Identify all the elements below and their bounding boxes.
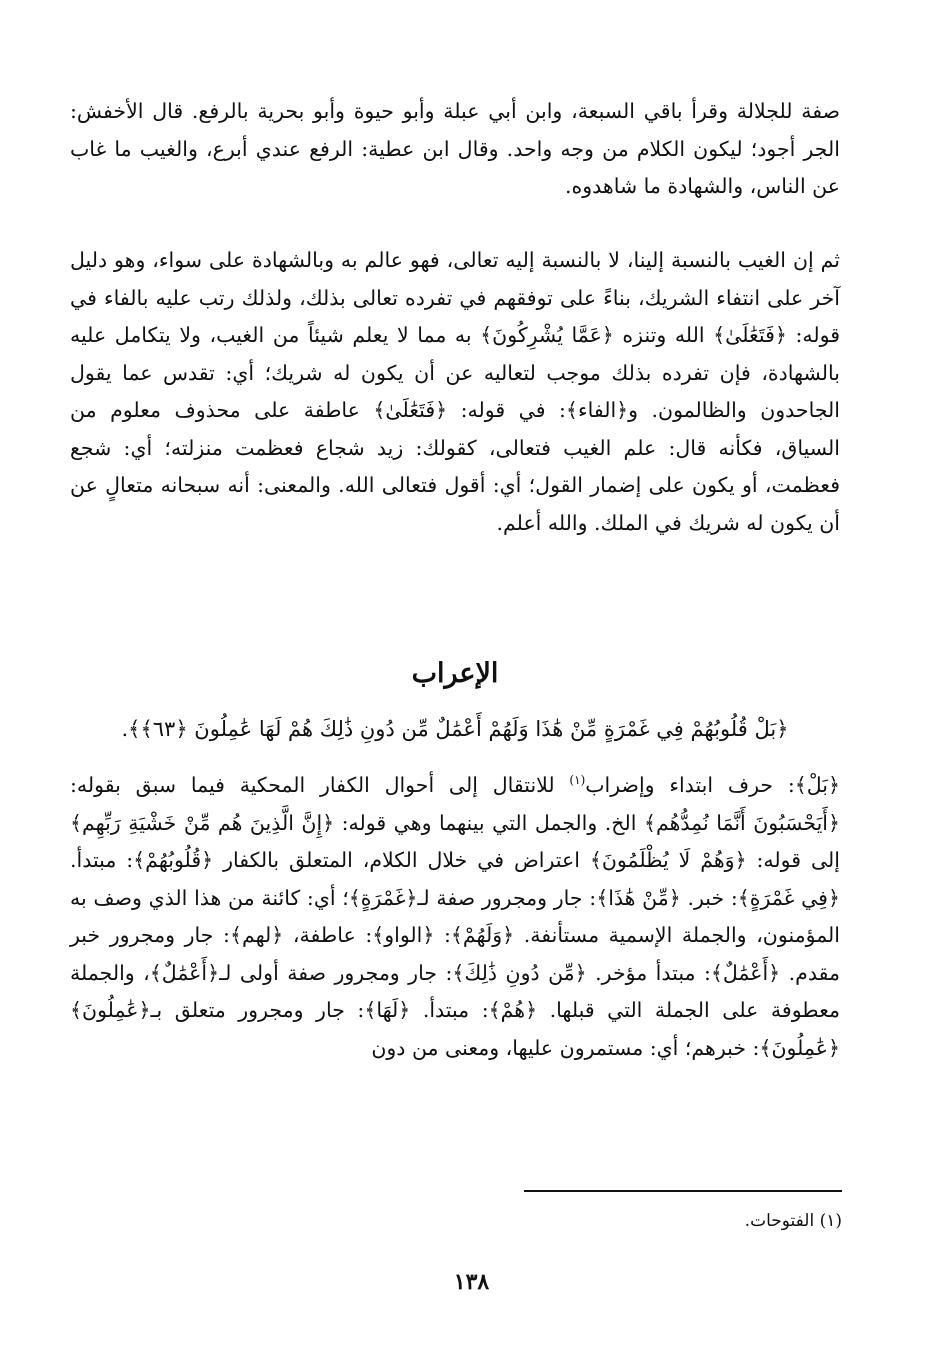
quran-verse: ﴿بَلْ قُلُوبُهُمْ فِي غَمْرَةٍ مِّنْ هَٰذَا وَلَهُمْ أَعْمَٰلٌ مِّن دُونِ ذَٰلِكَ هُمْ لَهَا عَٰمِلُونَ ﴿٦٣﴾﴾. xyxy=(121,717,789,741)
paragraph-3-rest: للانتقال إلى أحوال الكفار المحكية فيما سبق بقوله: ﴿أَيَحْسَبُونَ أَنَّمَا نُمِدُّهُم﴾ الخ. والجمل التي بينهما وهي قوله: ﴿إِنَّ الَّذِينَ هُم مِّنْ خَشْيَةِ رَبِّهِم﴾ إلى قوله: ﴿وَهُمْ لَا يُظْلَمُونَ﴾ اعتراض في خلال الكلام، المتعلق بالكفار ﴿قُلُوبُهُمْ﴾: مبتدأ. ﴿فِي غَمْرَةٍ﴾: خبر. ﴿مِّنْ هَٰذَا﴾: جار ومجرور صفة لـ﴿غَمْرَةٍ﴾؛ أي: كائنة من هذا الذي وصف به المؤمنون، والجملة الإسمية مستأنفة. ﴿وَلَهُمْ﴾: ﴿الواو﴾: عاطفة، ﴿لهم﴾: جار ومجرور خبر مقدم. ﴿أَعْمَٰلٌ﴾: مبتدأ مؤخر. ﴿مِّن دُونِ ذَٰلِكَ﴾: جار ومجرور صفة أولى لـ﴿أَعْمَٰلٌ﴾، والجملة معطوفة على الجملة التي قبلها. ﴿هُمْ﴾: مبتدأ. ﴿لَهَا﴾: جار ومجرور متعلق بـ﴿عَٰمِلُونَ﴾ ﴿عَٰمِلُونَ﴾: خبرهم؛ أي: مستمرون عليها، ومعنى من دون xyxy=(70,773,840,1060)
paragraph-2: ثم إن الغيب بالنسبة إلينا، لا بالنسبة إليه تعالى، فهو عالم به وبالشهادة على سواء، وهو دليل آخر على انتفاء الشريك، بناءً على توفقهم في تفرده تعالى بذلك، ولذلك رتب عليه بالفاء في قوله: ﴿فَتَعَٰلَىٰ﴾ الله وتنزه ﴿عَمَّا يُشْرِكُونَ﴾ به مما لا يعلم شيئاً من الغيب، ولا يتكامل عليه بالشهادة، فإن تفرده بذلك موجب لتعاليه عن أن يكون له شريك؛ أي: تقدس عما يقول الجاحدون والظالمون. و﴿الفاء﴾: في قوله: ﴿فَتَعَٰلَىٰ﴾ عاطفة على محذوف معلوم من السياق، فكأنه قال: علم الغيب فتعالى، كقولك: زيد شجاع فعظمت منزلته؛ أي: شجع فعظمت، أو يكون على إضمار القول؛ أي: أقول فتعالى الله. والمعنى: أنه سبحانه متعالٍ عن أن يكون له شريك في الملك. والله أعلم. xyxy=(70,248,840,535)
paragraph-1: صفة للجلالة وقرأ باقي السبعة، وابن أبي عبلة وأبو حيوة وأبو بحرية بالرفع. قال الأخفش: الجر أجود؛ ليكون الكلام من وجه واحد. وقال ابن عطية: الرفع عندي أبرع، والغيب ما غاب عن الناس، والشهادة ما شاهدوه. xyxy=(70,99,840,198)
paragraph-3 xyxy=(70,767,840,1067)
footnote-marker: (١) xyxy=(569,773,586,788)
footnote: (١) الفتوحات. xyxy=(744,1211,842,1231)
page-number: ١٣٨ xyxy=(453,1269,490,1295)
footnote-divider xyxy=(524,1190,842,1192)
section-heading: الإعراب xyxy=(411,658,499,689)
paragraph-3-start: ﴿بَلْ﴾: حرف ابتداء وإضراب xyxy=(585,773,840,797)
